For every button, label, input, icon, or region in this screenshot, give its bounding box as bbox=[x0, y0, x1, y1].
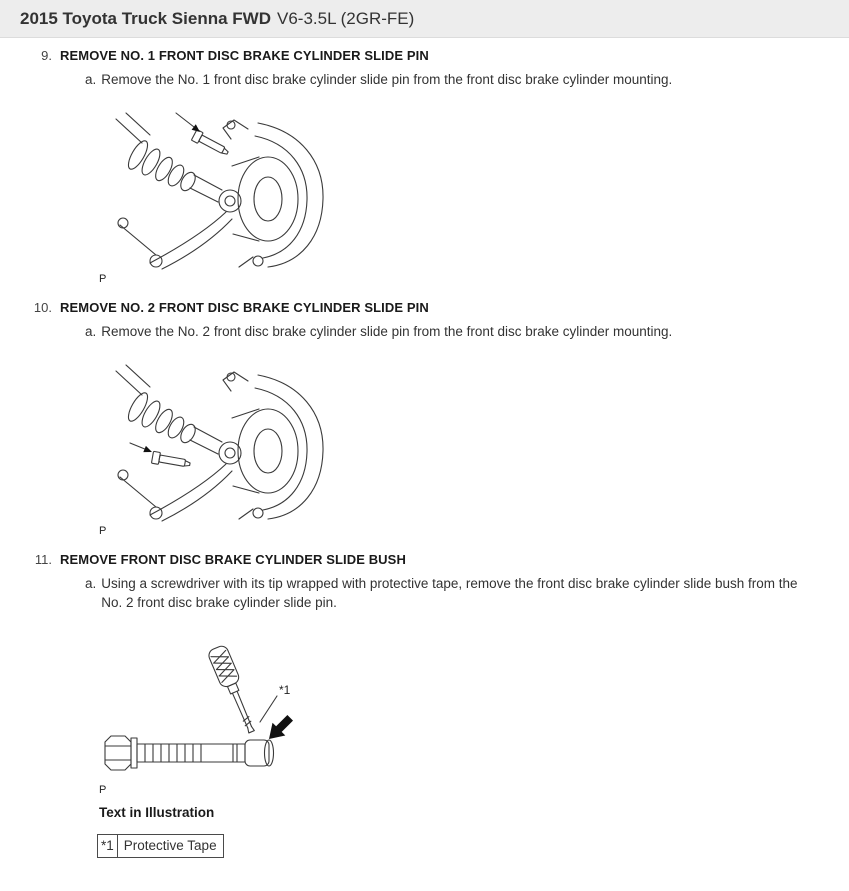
figure-label: P bbox=[99, 273, 107, 285]
step-title: REMOVE FRONT DISC BRAKE CYLINDER SLIDE BUSH bbox=[60, 552, 406, 567]
step-10-heading bbox=[0, 300, 849, 316]
callout-value-cell: Protective Tape bbox=[117, 835, 223, 858]
step-9-heading bbox=[0, 48, 849, 64]
substep-letter: a. bbox=[85, 324, 97, 339]
page-header bbox=[0, 0, 849, 38]
step-number: 10. bbox=[33, 300, 52, 315]
caliper-slide-pin-1-drawing bbox=[112, 111, 347, 271]
vehicle-title: 2015 Toyota Truck Sienna FWD bbox=[20, 8, 271, 28]
slide-pin-1 bbox=[191, 130, 230, 158]
step-10 bbox=[0, 300, 849, 538]
figure-label: P bbox=[99, 784, 107, 796]
figure-label: P bbox=[99, 525, 107, 537]
callout-leader-line bbox=[260, 696, 277, 722]
step-9 bbox=[0, 48, 849, 286]
substep-letter: a. bbox=[85, 72, 97, 87]
slide-pin-2 bbox=[151, 451, 191, 469]
callout-key-cell: *1 bbox=[98, 835, 118, 858]
step-11 bbox=[0, 552, 849, 858]
step-10-substep-a bbox=[85, 322, 849, 341]
removal-direction-arrow-icon bbox=[269, 715, 293, 739]
text-in-illustration-table bbox=[97, 834, 224, 858]
substep-text: Remove the No. 2 front disc brake cylinder slide pin from the front disc brake cylinder mounting. bbox=[101, 324, 673, 339]
step-title: REMOVE NO. 1 FRONT DISC BRAKE CYLINDER SLIDE PIN bbox=[60, 48, 429, 63]
screwdriver bbox=[207, 644, 261, 736]
illustration-callout: *1 bbox=[279, 683, 291, 697]
slide-pin-arrow-icon bbox=[143, 446, 152, 452]
brake-caliper-illustration-1 bbox=[112, 111, 849, 271]
step-11-heading bbox=[0, 552, 849, 568]
substep-letter: a. bbox=[85, 576, 97, 591]
procedure-content bbox=[0, 38, 849, 858]
step-number: 9. bbox=[41, 48, 52, 63]
brake-caliper-illustration-2 bbox=[112, 363, 849, 523]
caliper-slide-pin-2-drawing bbox=[112, 363, 347, 523]
substep-text: Remove the No. 1 front disc brake cylinder slide pin from the front disc brake cylinder mounting. bbox=[101, 72, 673, 87]
substep-text: Using a screwdriver with its tip wrapped with protective tape, remove the front disc brake cylinder slide bush from the No. 2 front disc brake cylinder slide pin. bbox=[101, 576, 798, 610]
table-row bbox=[98, 835, 224, 858]
screwdriver-slide-pin-drawing bbox=[95, 642, 330, 782]
step-number: 11. bbox=[34, 552, 52, 567]
slide-bush-removal-illustration bbox=[95, 642, 849, 782]
step-11-substep-a bbox=[85, 574, 849, 612]
text-in-illustration-heading: Text in Illustration bbox=[99, 805, 215, 820]
step-title: REMOVE NO. 2 FRONT DISC BRAKE CYLINDER SLIDE PIN bbox=[60, 300, 429, 315]
vehicle-spec: V6-3.5L (2GR-FE) bbox=[276, 8, 415, 28]
step-9-substep-a bbox=[85, 70, 849, 89]
